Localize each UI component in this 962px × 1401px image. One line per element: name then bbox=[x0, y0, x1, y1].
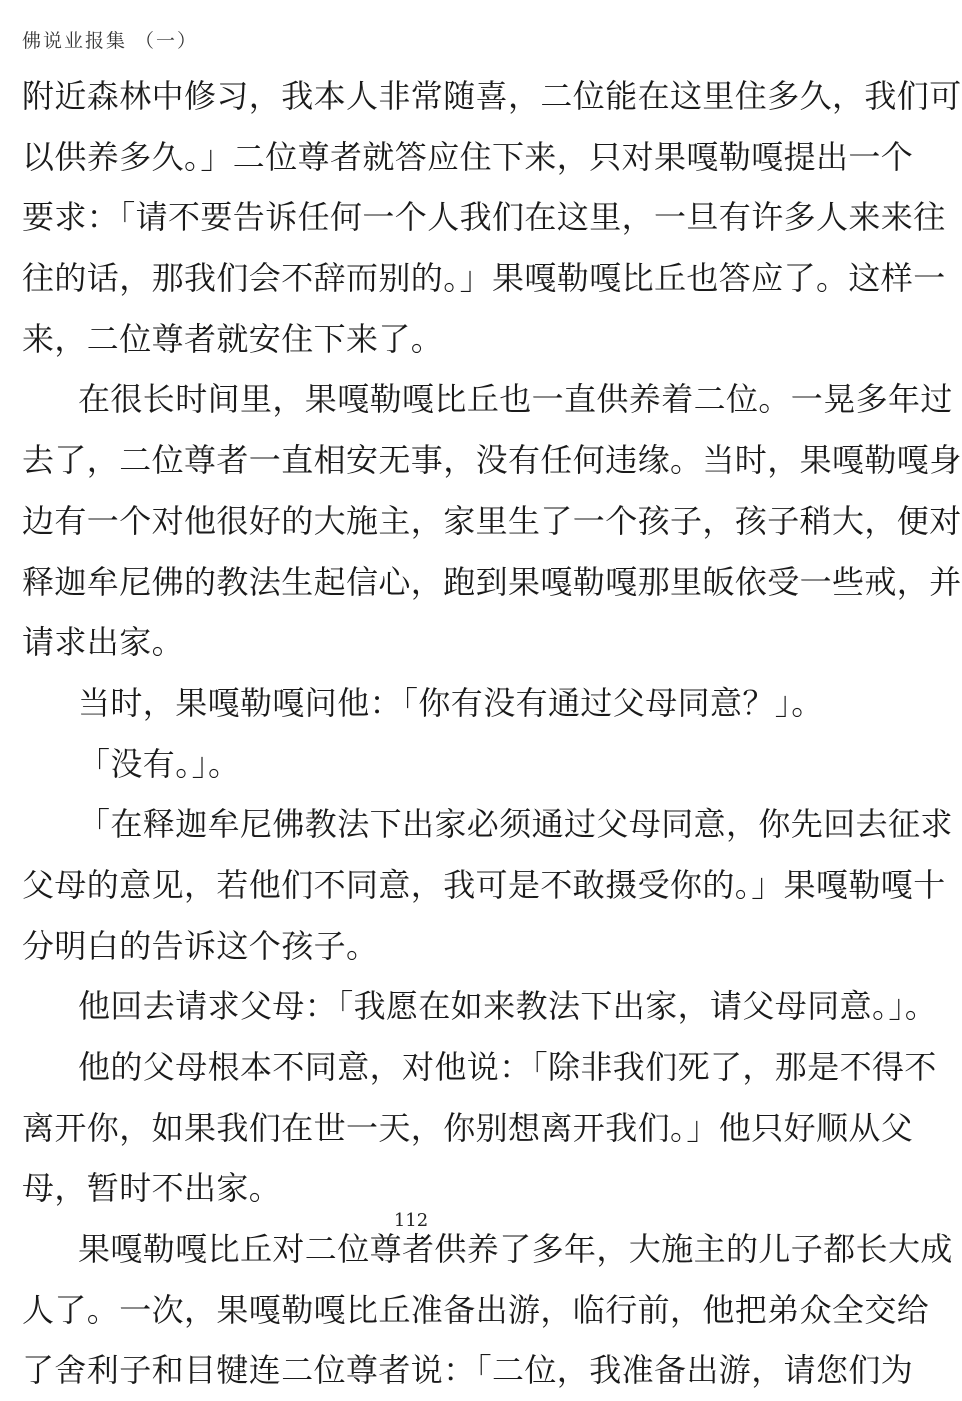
running-header: 佛说业报集 （一） bbox=[22, 30, 199, 52]
paragraph-first-line: 在很长时间里，果嘎勒嘎比丘也一直供养着二位。一晃多年过 bbox=[78, 380, 953, 419]
text-line: 以供养多久。」二位尊者就答应住下来，只对果嘎勒嘎提出一个 bbox=[22, 137, 914, 176]
text-line: 来，二位尊者就安住下来了。 bbox=[22, 319, 444, 358]
paragraph-first-line: 果嘎勒嘎比丘对二位尊者供养了多年，大施主的儿子都长大成 bbox=[78, 1230, 953, 1269]
text-line: 请求出家。 bbox=[22, 623, 185, 662]
paragraph-first-line: 当时，果嘎勒嘎问他：「你有没有通过父母同意？」。 bbox=[78, 683, 824, 722]
paragraph-first-line: 他回去请求父母：「我愿在如来教法下出家，请父母同意。」。 bbox=[78, 987, 938, 1026]
text-line: 离开你，如果我们在世一天，你别想离开我们。」他只好顺从父 bbox=[22, 1108, 914, 1147]
paragraph-first-line: 「在释迦牟尼佛教法下出家必须通过父母同意，你先回去征求 bbox=[78, 805, 953, 844]
text-line: 附近森林中修习，我本人非常随喜，二位能在这里住多久，我们可 bbox=[22, 77, 962, 115]
text-line: 释迦牟尼佛的教法生起信心，跑到果嘎勒嘎那里皈依受一些戒，并 bbox=[22, 562, 962, 601]
text-line: 人了。一次，果嘎勒嘎比丘准备出游，临行前，他把弟众全交给 bbox=[22, 1290, 930, 1329]
text-line: 分明白的告诉这个孩子。 bbox=[22, 926, 379, 965]
text-line: 要求：「请不要告诉任何一个人我们在这里，一旦有许多人来来往 bbox=[22, 198, 946, 237]
text-line: 父母的意见，若他们不同意，我可是不敢摄受你的。」果嘎勒嘎十 bbox=[22, 865, 946, 904]
paragraph-first-line: 「没有。」。 bbox=[78, 744, 241, 783]
text-line: 了舍利子和目犍连二位尊者说：「二位，我准备出游，请您们为 bbox=[22, 1351, 914, 1390]
paragraph-first-line: 他的父母根本不同意，对他说：「除非我们死了，那是不得不 bbox=[78, 1048, 937, 1086]
text-line: 母，暂时不出家。 bbox=[22, 1169, 282, 1208]
text-line: 边有一个对他很好的大施主，家里生了一个孩子，孩子稍大，便对 bbox=[22, 501, 962, 540]
page-number: 112 bbox=[393, 1210, 429, 1231]
text-line: 往的话，那我们会不辞而别的。」果嘎勒嘎比丘也答应了。这样一 bbox=[22, 259, 946, 298]
text-line: 去了，二位尊者一直相安无事，没有任何违缘。当时，果嘎勒嘎身 bbox=[22, 441, 962, 480]
body-text bbox=[22, 66, 962, 1401]
